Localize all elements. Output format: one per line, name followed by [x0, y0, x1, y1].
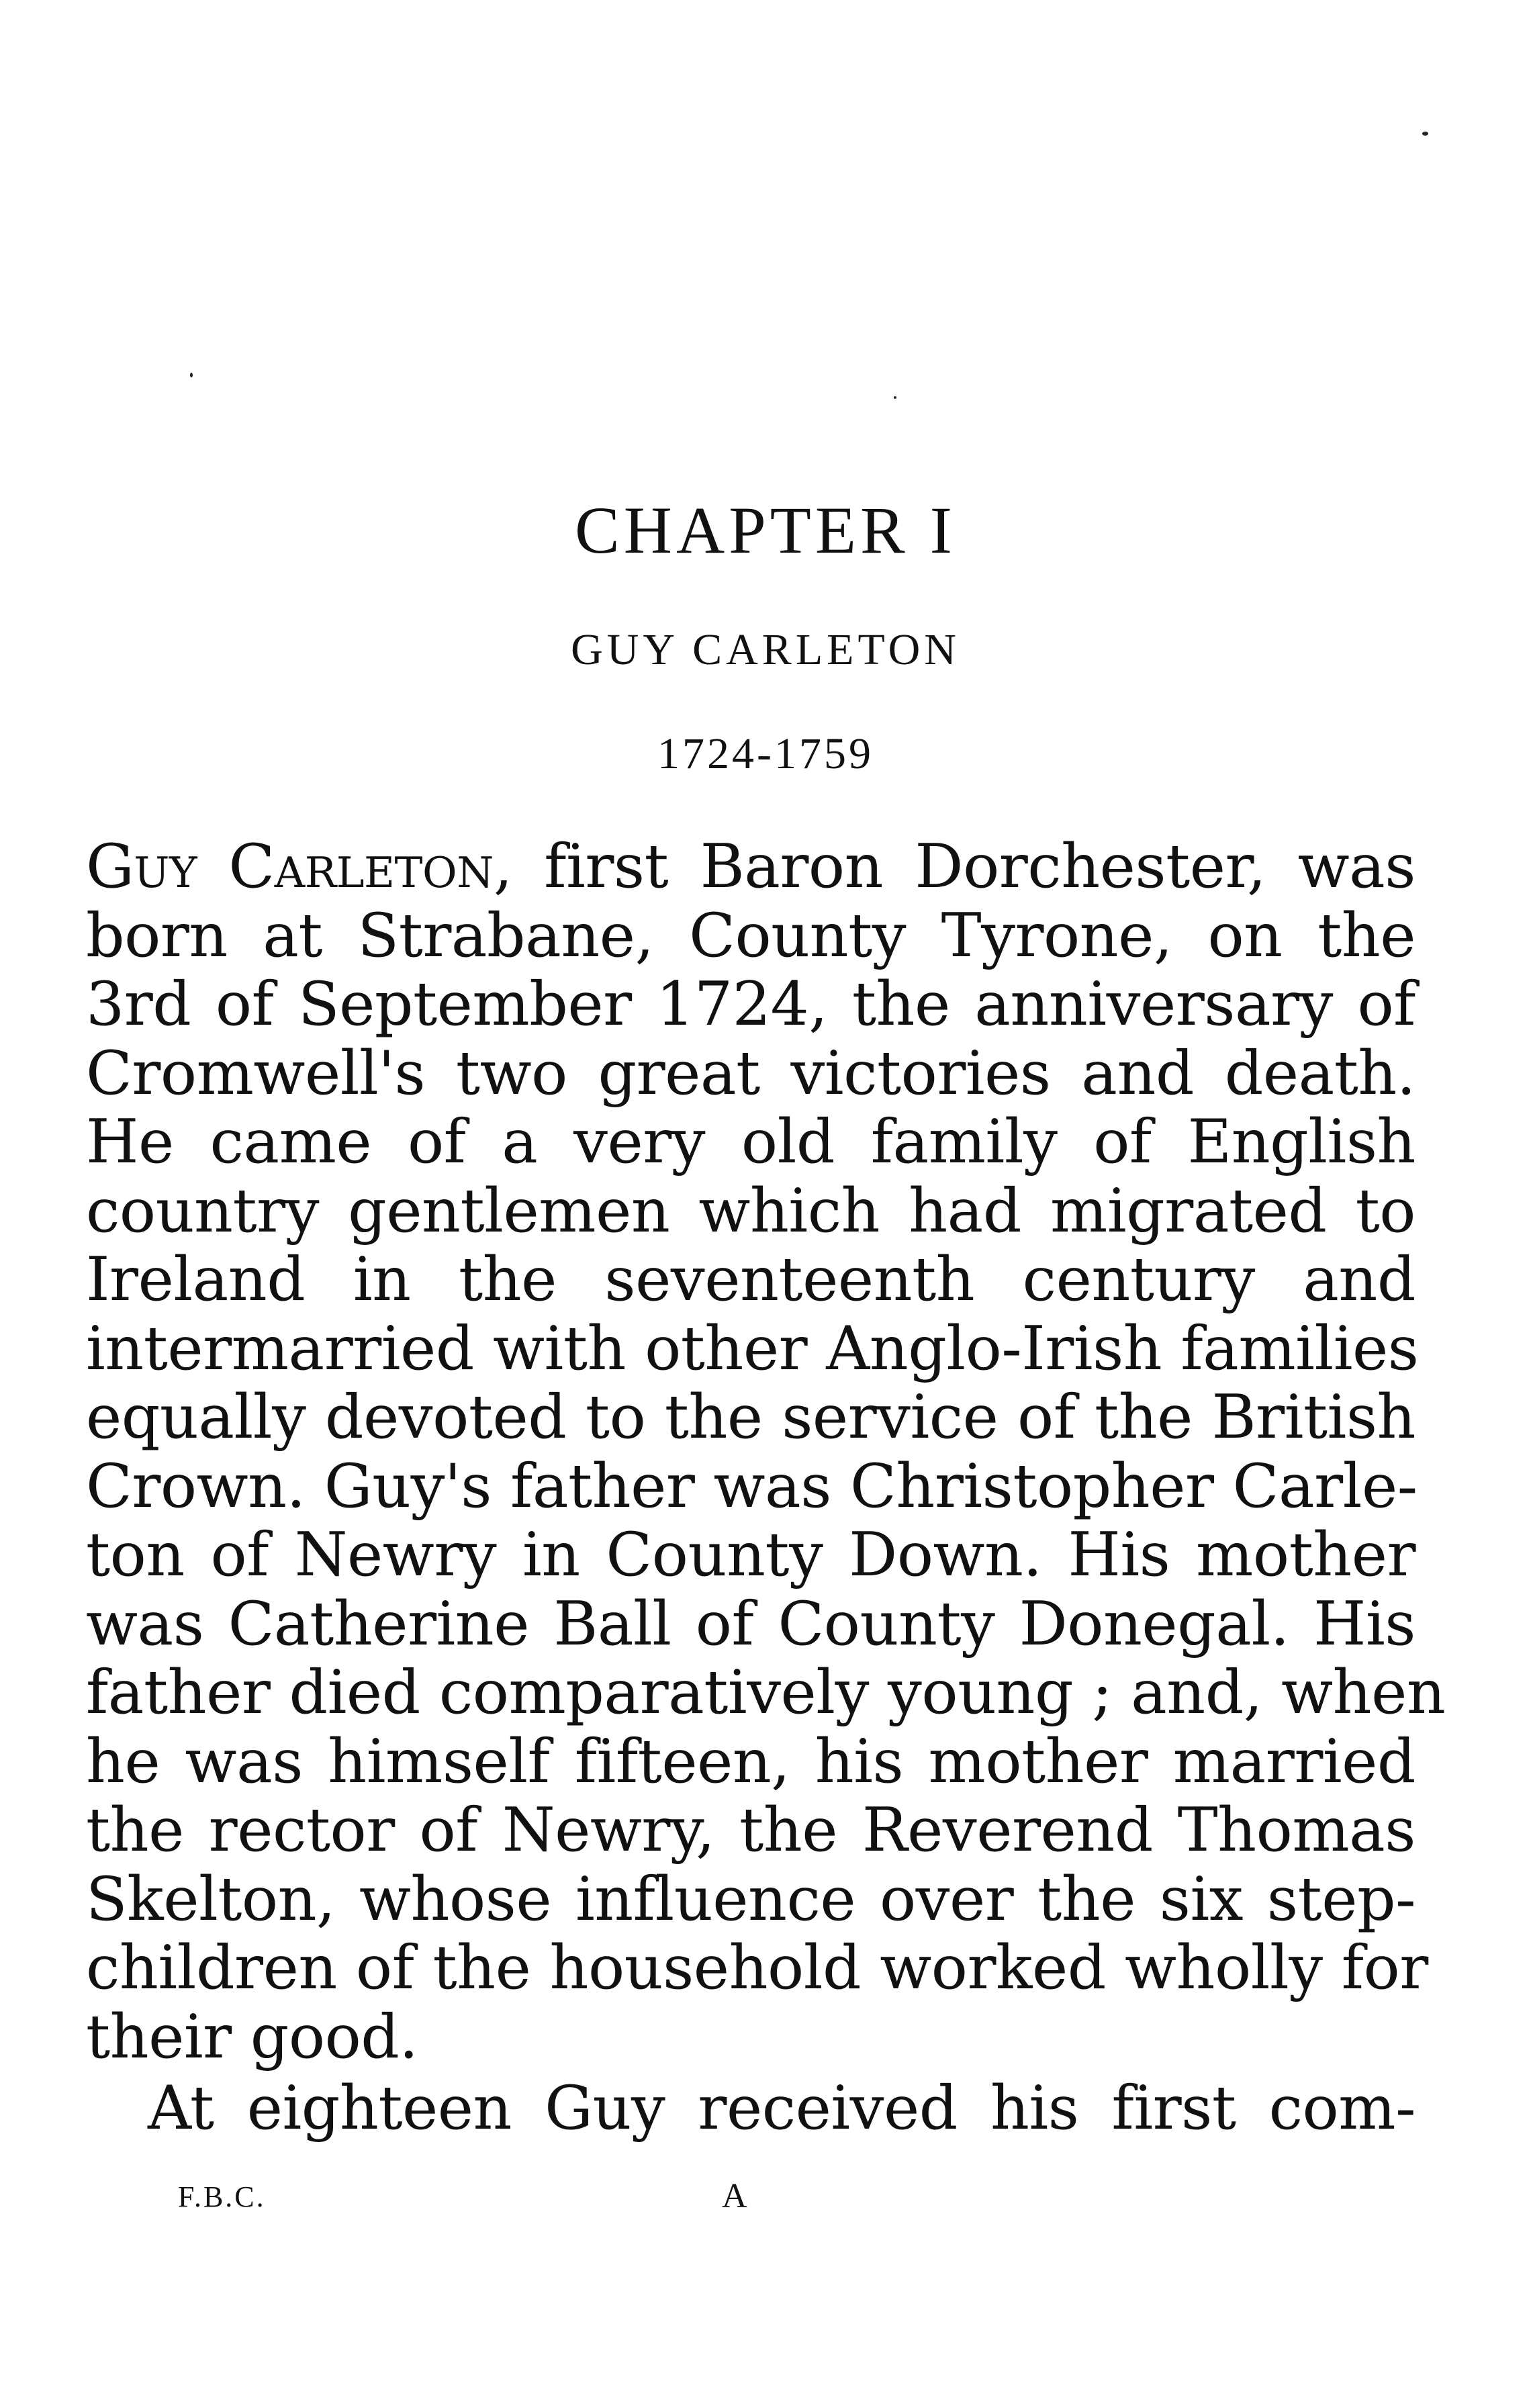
- chapter-title: GUY CARLETON: [571, 625, 960, 674]
- text-line: 3rd of September 1724, the anniversary of: [86, 969, 1416, 1039]
- text-line: country gentlemen which had migrated to: [86, 1175, 1416, 1246]
- text-line: children of the household worked wholly for: [86, 1933, 1428, 2003]
- text-line: their good.: [86, 2001, 418, 2072]
- chapter-dates: 1724-1759: [657, 729, 874, 778]
- text-line: the rector of Newry, the Reverend Thomas: [86, 1795, 1416, 1865]
- print-speck: [894, 396, 896, 399]
- text-line: equally devoted to the service of the British: [86, 1382, 1416, 1452]
- paragraph-lead: Guy Carleton,: [86, 831, 512, 902]
- print-speck: [1422, 132, 1428, 136]
- text-line: was Catherine Ball of County Donegal. His: [86, 1588, 1416, 1659]
- text-line: ton of Newry in County Down. His mother: [86, 1520, 1416, 1590]
- text-line: He came of a very old family of English: [86, 1107, 1416, 1177]
- text-line: Guy Carleton, first Baron Dorchester, was: [86, 831, 1416, 902]
- text-line: born at Strabane, County Tyrone, on the: [86, 900, 1416, 971]
- signature-mark: F.B.C.: [178, 2180, 266, 2213]
- paragraph-1: [86, 831, 1446, 2072]
- paragraph-2: [86, 2074, 1416, 2143]
- signature-letter: A: [722, 2177, 747, 2215]
- text-line: Ireland in the seventeenth century and: [86, 1244, 1416, 1315]
- text-line: Cromwell's two great victories and death.: [86, 1037, 1416, 1109]
- text-line: father died comparatively young ; and, when: [86, 1657, 1446, 1728]
- print-speck: [190, 373, 193, 377]
- text-line: Crown. Guy's father was Christopher Carle-: [86, 1450, 1418, 1522]
- text-line: At eighteen Guy received his first com-: [148, 2073, 1416, 2143]
- body-text: [86, 831, 1446, 2143]
- chapter-number: CHAPTER I: [575, 493, 956, 567]
- text-line: intermarried with other Anglo-Irish families: [86, 1313, 1419, 1384]
- text-line: Skelton, whose influence over the six step-: [86, 1863, 1416, 1935]
- text-line: he was himself fifteen, his mother married: [86, 1726, 1416, 1797]
